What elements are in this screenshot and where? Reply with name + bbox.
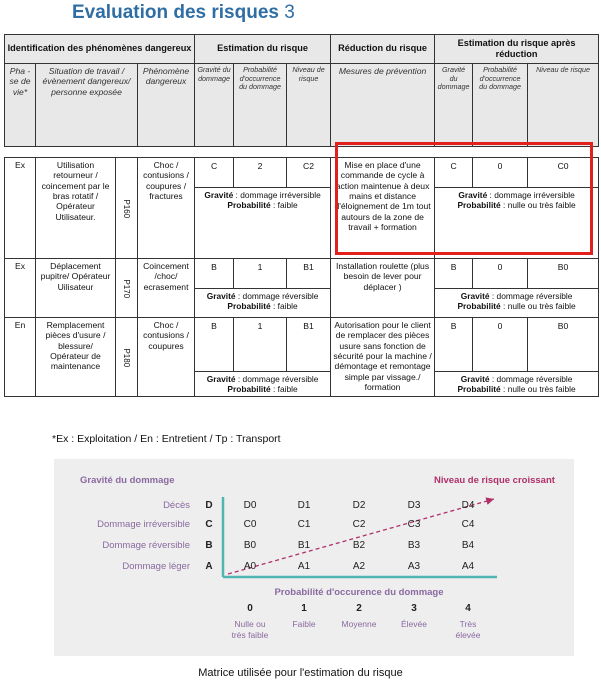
cell-mesure: Mise en place d'une commande de cycle à action maintenue à deux mains et distance d'éloignement de 1m tout autours de la zone de travail + formation (331, 158, 435, 259)
cell-situation: Déplacement pupitre/ Opérateur Uilisateur (36, 259, 116, 318)
subheader-probabilite-after: Probabilité d'occurrence du dommage (473, 64, 528, 147)
cell-niveau: C2 (287, 158, 331, 188)
probability-col-label: très faible (231, 630, 269, 640)
cell-phenomene: Choc / contusions / coupures (138, 318, 195, 397)
red-highlight-box (335, 142, 593, 255)
probability-col-label: Élevée (401, 619, 427, 629)
cell-code: P180 (116, 318, 138, 397)
subheader-probabilite: Probabilité d'occurrence du dommage (234, 64, 287, 147)
cell-mesure: Autorisation pour le client de remplacer des pièces usure sans fonction de sécurité pour la machine / démontage et remontage simple par vissage./ formation (331, 318, 435, 397)
cell-gravite: B (195, 259, 234, 289)
cell-phenomene: Choc / contusions / coupures / fractures (138, 158, 195, 259)
cell-niveau-after: C0 (528, 158, 599, 188)
matrix-cell: C2 (352, 519, 366, 530)
probability-col-number: 4 (465, 603, 471, 614)
matrix-cell: B0 (243, 540, 257, 551)
probability-col-number: 0 (247, 603, 253, 614)
cell-niveau-after: B0 (528, 259, 599, 289)
cell-probabilite: 2 (234, 158, 287, 188)
matrix-cell: B2 (352, 540, 366, 551)
matrix-cell: B4 (461, 540, 475, 551)
cell-probabilite-after: 0 (473, 158, 528, 188)
cell-gravite-probabilite-after: Gravité : dommage réversible Probabilité : nulle ou très faible (435, 289, 599, 318)
subheader-situation: Situation de travail /évènement dangereux/ personne exposée (36, 64, 138, 147)
gravity-row-letter: A (205, 561, 213, 572)
matrix-cell: A1 (297, 561, 311, 572)
cell-gravite-probabilite-after: Gravité : dommage irréversible Probabilité : nulle ou très faible (435, 188, 599, 259)
header-reduction: Réduction du risque (331, 35, 435, 64)
cell-situation: Remplacement pièces d'usure / blessure/ Opérateur de maintenance (36, 318, 116, 397)
matrix-cell: B1 (297, 540, 311, 551)
header-estimation: Estimation du risque (195, 35, 331, 64)
cell-phase: En (5, 318, 36, 397)
cell-gravite-after: B (435, 259, 473, 289)
cell-situation: Utilisation retourneur / coincement par le bras rotatif / Opérateur Utilisateur. (36, 158, 116, 259)
cell-gravite: B (195, 318, 234, 372)
gravity-row-label: Dommage irréversible (97, 519, 190, 530)
subheader-phase: Pha -se de vie* (5, 64, 36, 147)
cell-code: P170 (116, 259, 138, 318)
subheader-mesures: Mesures de prévention (331, 64, 435, 147)
risk-trend-label: Niveau de risque croissant (434, 475, 555, 486)
table-row (5, 259, 599, 289)
table-row (5, 318, 599, 372)
matrix-cell: C1 (297, 519, 311, 530)
probability-col-label: Moyenne (341, 619, 377, 629)
cell-gravite: C (195, 158, 234, 188)
cell-niveau: B1 (287, 259, 331, 289)
matrix-cell: C4 (461, 519, 475, 530)
gravity-row-letter: B (205, 540, 213, 551)
gravity-row-letter: D (205, 500, 213, 511)
subheader-niveau-after: Niveau de risque (528, 64, 599, 147)
caption: Matrice utilisée pour l'estimation du risque (198, 667, 403, 679)
matrix-cell: A0 (243, 561, 257, 572)
cell-gravite-after: C (435, 158, 473, 188)
cell-gravite-probabilite-after: Gravité : dommage réversible Probabilité : nulle ou très faible (435, 372, 599, 397)
matrix-cell: D4 (461, 500, 475, 511)
matrix-cell: A3 (407, 561, 421, 572)
probability-col-number: 3 (411, 603, 417, 614)
matrix-cell: D1 (297, 500, 311, 511)
gravity-row-label: Décès (163, 500, 190, 511)
cell-gravite-probabilite: Gravité : dommage irréversible Probabilité : faible (195, 188, 331, 259)
cell-phase: Ex (5, 158, 36, 259)
cell-gravite-probabilite: Gravité : dommage réversible Probabilité : faible (195, 372, 331, 397)
matrix-cell: D2 (352, 500, 366, 511)
cell-niveau-after: B0 (528, 318, 599, 372)
cell-probabilite-after: 0 (473, 259, 528, 289)
cell-niveau: B1 (287, 318, 331, 372)
matrix-cell: C0 (243, 519, 257, 530)
cell-probabilite: 1 (234, 259, 287, 289)
probability-axis-title: Probabilité d'occurence du dommage (274, 587, 444, 598)
matrix-cell: D0 (243, 500, 257, 511)
probability-col-number: 2 (356, 603, 362, 614)
matrix-cell: C3 (407, 519, 421, 530)
probability-col-label: Très (459, 619, 477, 629)
matrix-cell: A4 (461, 561, 475, 572)
gravity-row-label: Dommage réversible (102, 540, 190, 551)
footnote: *Ex : Exploitation / En : Entretient / Tp : Transport (52, 433, 281, 445)
cell-probabilite-after: 0 (473, 318, 528, 372)
gravity-row-letter: C (205, 519, 213, 530)
subheader-niveau: Niveau de risque (287, 64, 331, 147)
subheader-phenomenes: Phénomène dangereux (138, 64, 195, 147)
subheader-gravite-after: Gravité du dommage (435, 64, 473, 147)
cell-gravite-probabilite: Gravité : dommage réversible Probabilité : faible (195, 289, 331, 318)
page-title: Evaluation des risques 3 (72, 2, 295, 23)
matrix-cell: A2 (352, 561, 366, 572)
cell-mesure: Installation roulette (plus besoin de lever pour déplacer ) (331, 259, 435, 318)
probability-col-label: Nulle ou (234, 619, 266, 629)
cell-phenomene: Coincement /choc/ ecrasement (138, 259, 195, 318)
matrix-cell: D3 (407, 500, 421, 511)
probability-col-label: Faible (292, 619, 316, 629)
subheader-gravite: Gravité du dommage (195, 64, 234, 147)
risk-matrix (54, 459, 574, 656)
header-estimation-after: Estimation du risque après réduction (435, 35, 599, 64)
probability-col-number: 1 (301, 603, 307, 614)
cell-probabilite: 1 (234, 318, 287, 372)
gravity-axis-title: Gravité du dommage (80, 475, 175, 486)
cell-gravite-after: B (435, 318, 473, 372)
cell-phase: Ex (5, 259, 36, 318)
header-identification: Identification des phénomènes dangereux (5, 35, 195, 64)
probability-col-label: élevée (455, 630, 481, 640)
cell-code: P160 (116, 158, 138, 259)
gravity-row-label: Dommage léger (122, 561, 190, 572)
matrix-cell: B3 (407, 540, 421, 551)
